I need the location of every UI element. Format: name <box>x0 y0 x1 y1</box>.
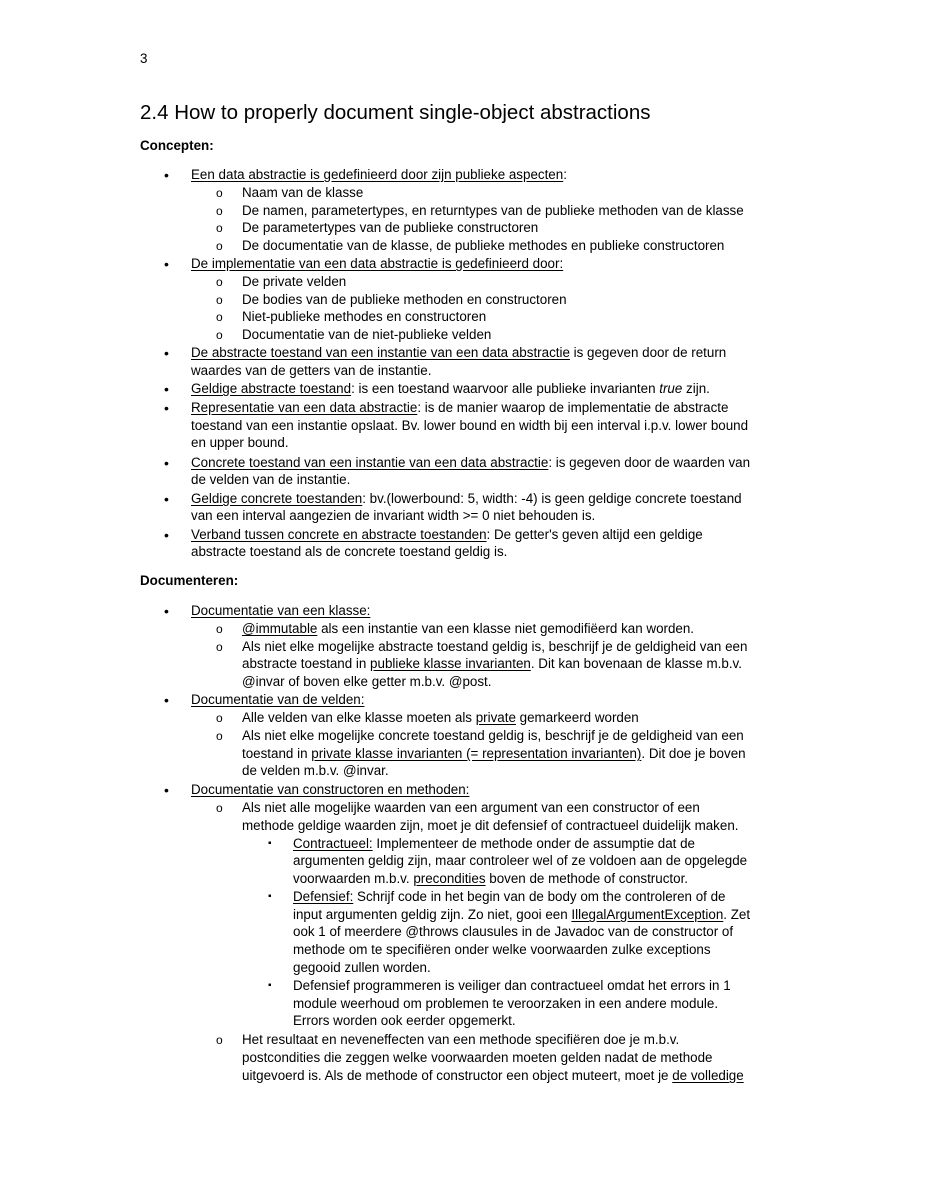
text-line <box>242 1049 712 1067</box>
text-span: Defensief programmeren is veiliger dan contractueel omdat het errors in 1 <box>293 978 731 993</box>
text-line <box>293 995 718 1013</box>
underlined-term: private klasse invarianten (= representation invarianten) <box>311 746 642 761</box>
bullet-circle-icon: o <box>216 275 223 289</box>
text-line <box>242 291 567 309</box>
text-line <box>242 1067 744 1085</box>
bullet-square-icon: ▪ <box>268 891 272 902</box>
text-span: module weerhoud om problemen te veroorzaken in een andere module. <box>293 996 719 1011</box>
text-line <box>242 184 363 202</box>
italic-term: true <box>659 381 683 396</box>
text-span: methode om te specifiëren onder welke voorwaarden zulke exceptions <box>293 942 711 957</box>
text-span: boven de methode of constructor. <box>485 871 689 886</box>
text-line <box>191 362 431 380</box>
text-line <box>191 781 469 799</box>
text-line <box>191 434 289 452</box>
underlined-term: Geldige abstracte toestand <box>191 381 352 396</box>
text-span: Naam van de klasse <box>242 185 364 200</box>
text-span: Het resultaat en neveneffecten van een methode specifiëren doe je m.b.v. <box>242 1032 680 1047</box>
underlined-term: publieke klasse invarianten <box>370 656 531 671</box>
text-span: De parametertypes van de publieke constructoren <box>242 220 539 235</box>
text-line <box>242 799 700 817</box>
bullet-circle-icon: o <box>216 186 223 200</box>
text-span: Niet-publieke methodes en constructoren <box>242 309 487 324</box>
text-span: : De getter's geven altijd een geldige <box>486 527 703 542</box>
underlined-term: IllegalArgumentException <box>571 907 724 922</box>
text-span: Documentatie van de niet-publieke velden <box>242 327 492 342</box>
text-span: abstracte toestand in <box>242 656 371 671</box>
text-span: Als niet elke mogelijke abstracte toestand geldig is, beschrijf je de geldigheid van een <box>242 639 748 654</box>
section-heading: 2.4 How to properly document single-object abstractions <box>140 101 651 124</box>
text-span: Als niet alle mogelijke waarden van een argument van een constructor of een <box>242 800 700 815</box>
text-span: is gegeven door de return <box>569 345 727 360</box>
bullet-disc-icon: • <box>164 167 169 183</box>
bullet-circle-icon: o <box>216 622 223 636</box>
text-span: voorwaarden m.b.v. <box>293 871 414 886</box>
text-line <box>242 817 739 835</box>
underlined-term: Een data abstractie is gedefinieerd door zijn publieke aspecten <box>191 167 564 182</box>
text-line <box>191 166 567 184</box>
bullet-circle-icon: o <box>216 239 223 253</box>
text-span: : is gegeven door de waarden van <box>548 455 751 470</box>
text-span: Alle velden van elke klasse moeten als <box>242 710 476 725</box>
text-line <box>242 673 492 691</box>
bullet-disc-icon: • <box>164 400 169 416</box>
text-line <box>293 870 688 888</box>
underlined-term: Geldige concrete toestanden <box>191 491 363 506</box>
text-span: de velden m.b.v. @invar. <box>242 763 389 778</box>
bullet-disc-icon: • <box>164 603 169 619</box>
bullet-circle-icon: o <box>216 801 223 815</box>
text-span: : <box>563 167 567 182</box>
text-span: Errors worden ook eerder opgemerkt. <box>293 1013 516 1028</box>
text-span: De private velden <box>242 274 347 289</box>
text-line <box>242 308 486 326</box>
text-span: : bv.(lowerbound: 5, width: -4) is geen geldige concrete toestand <box>362 491 742 506</box>
text-line <box>191 344 726 362</box>
bullet-disc-icon: • <box>164 256 169 272</box>
text-span: de velden van de instantie. <box>191 472 351 487</box>
bullet-circle-icon: o <box>216 711 223 725</box>
text-line <box>191 507 595 525</box>
underlined-term: Concrete toestand van een instantie van een data abstractie <box>191 455 549 470</box>
text-line <box>191 417 748 435</box>
subheading-concepten: Concepten: <box>140 138 214 153</box>
bullet-disc-icon: • <box>164 381 169 397</box>
text-span: Implementeer de methode onder de assumptie dat de <box>372 836 695 851</box>
text-span: : is de manier waarop de implementatie de abstracte <box>417 400 729 415</box>
text-line <box>191 691 364 709</box>
text-line <box>242 745 746 763</box>
text-line <box>191 602 370 620</box>
text-line <box>242 273 346 291</box>
text-line <box>242 219 538 237</box>
text-line <box>293 835 695 853</box>
text-line <box>242 237 724 255</box>
underlined-term: de volledige <box>672 1068 744 1083</box>
text-span: uitgevoerd is. Als de methode of constructor een object muteert, moet je <box>242 1068 673 1083</box>
bullet-circle-icon: o <box>216 221 223 235</box>
text-line <box>293 906 750 924</box>
text-line <box>242 709 639 727</box>
underlined-term: De implementatie van een data abstractie is gedefinieerd door: <box>191 256 564 271</box>
text-line <box>242 202 744 220</box>
text-line <box>293 888 726 906</box>
underlined-term: precondities <box>413 871 486 886</box>
underlined-term: Documentatie van de velden: <box>191 692 365 707</box>
text-line <box>191 490 742 508</box>
text-line <box>191 526 703 544</box>
text-line <box>293 959 431 977</box>
text-line <box>242 620 694 638</box>
text-span: : is een toestand waarvoor alle publieke invarianten <box>351 381 660 396</box>
underlined-term: Documentatie van een klasse: <box>191 603 371 618</box>
text-span: argumenten geldig zijn, maar controleer wel of ze voldoen aan de opgelegde <box>293 853 748 868</box>
bullet-disc-icon: • <box>164 455 169 471</box>
text-span: De documentatie van de klasse, de publieke methodes en publieke constructoren <box>242 238 725 253</box>
text-span: zijn. <box>682 381 710 396</box>
text-span: . Zet <box>723 907 751 922</box>
text-span: Als niet elke mogelijke concrete toestand geldig is, beschrijf je de geldigheid van een <box>242 728 744 743</box>
bullet-circle-icon: o <box>216 310 223 324</box>
text-line <box>293 1012 516 1030</box>
underlined-term: private <box>475 710 516 725</box>
bullet-circle-icon: o <box>216 729 223 743</box>
text-span: van een interval aangezien de invariant width >= 0 niet behouden is. <box>191 508 596 523</box>
text-line <box>293 923 733 941</box>
text-line <box>242 1031 679 1049</box>
underlined-term: De abstracte toestand van een instantie van een data abstractie <box>191 345 570 360</box>
text-span: gegooid zullen worden. <box>293 960 431 975</box>
text-span: abstracte toestand als de concrete toestand geldig is. <box>191 544 508 559</box>
text-line <box>191 380 710 398</box>
bullet-disc-icon: • <box>164 491 169 507</box>
bullet-disc-icon: • <box>164 782 169 798</box>
text-span: ook 1 of meerdere @throws clausules in de Javadoc van de constructor of <box>293 924 734 939</box>
text-span: Schrijf code in het begin van de body om the controleren of de <box>353 889 726 904</box>
text-line <box>293 852 747 870</box>
text-line <box>242 762 389 780</box>
text-span: . Dit doe je boven <box>641 746 746 761</box>
bullet-square-icon: ▪ <box>268 838 272 849</box>
text-span: . Dit kan bovenaan de klasse m.b.v. <box>530 656 742 671</box>
page-number: 3 <box>140 51 148 66</box>
text-line <box>242 727 744 745</box>
text-span: @invar of boven elke getter m.b.v. @post. <box>242 674 492 689</box>
text-span: toestand van een instantie opslaat. Bv. lower bound en width bij een interval i.p.v. lower bound <box>191 418 749 433</box>
text-span: toestand in <box>242 746 312 761</box>
text-line <box>191 255 563 273</box>
bullet-circle-icon: o <box>216 328 223 342</box>
text-span: input argumenten geldig zijn. Zo niet, gooi een <box>293 907 572 922</box>
text-line <box>191 543 507 561</box>
text-span: als een instantie van een klasse niet gemodifiëerd kan worden. <box>317 621 695 636</box>
text-line <box>242 655 742 673</box>
underlined-term: @immutable <box>242 621 318 636</box>
text-span: De bodies van de publieke methoden en constructoren <box>242 292 567 307</box>
bullet-disc-icon: • <box>164 527 169 543</box>
text-line <box>191 399 728 417</box>
text-span: postcondities die zeggen welke voorwaarden moeten gelden nadat de methode <box>242 1050 713 1065</box>
bullet-circle-icon: o <box>216 293 223 307</box>
text-span: en upper bound. <box>191 435 289 450</box>
underlined-term: Representatie van een data abstractie <box>191 400 418 415</box>
text-span: methode geldige waarden zijn, moet je dit defensief of contractueel duidelijk maken. <box>242 818 739 833</box>
bullet-circle-icon: o <box>216 1033 223 1047</box>
text-span: waardes van de getters van de instantie. <box>191 363 432 378</box>
underlined-term: Defensief: <box>293 889 354 904</box>
text-line <box>293 977 731 995</box>
text-line <box>242 638 747 656</box>
text-line <box>293 941 711 959</box>
bullet-square-icon: ▪ <box>268 980 272 991</box>
bullet-disc-icon: • <box>164 692 169 708</box>
text-line <box>242 326 491 344</box>
subheading-documenteren: Documenteren: <box>140 573 239 588</box>
text-span: gemarkeerd worden <box>515 710 639 725</box>
bullet-disc-icon: • <box>164 345 169 361</box>
bullet-circle-icon: o <box>216 640 223 654</box>
underlined-term: Documentatie van constructoren en methoden: <box>191 782 470 797</box>
bullet-circle-icon: o <box>216 204 223 218</box>
underlined-term: Contractueel: <box>293 836 373 851</box>
text-line <box>191 454 750 472</box>
text-span: De namen, parametertypes, en returntypes van de publieke methoden van de klasse <box>242 203 744 218</box>
text-line <box>191 471 350 489</box>
underlined-term: Verband tussen concrete en abstracte toestanden <box>191 527 487 542</box>
